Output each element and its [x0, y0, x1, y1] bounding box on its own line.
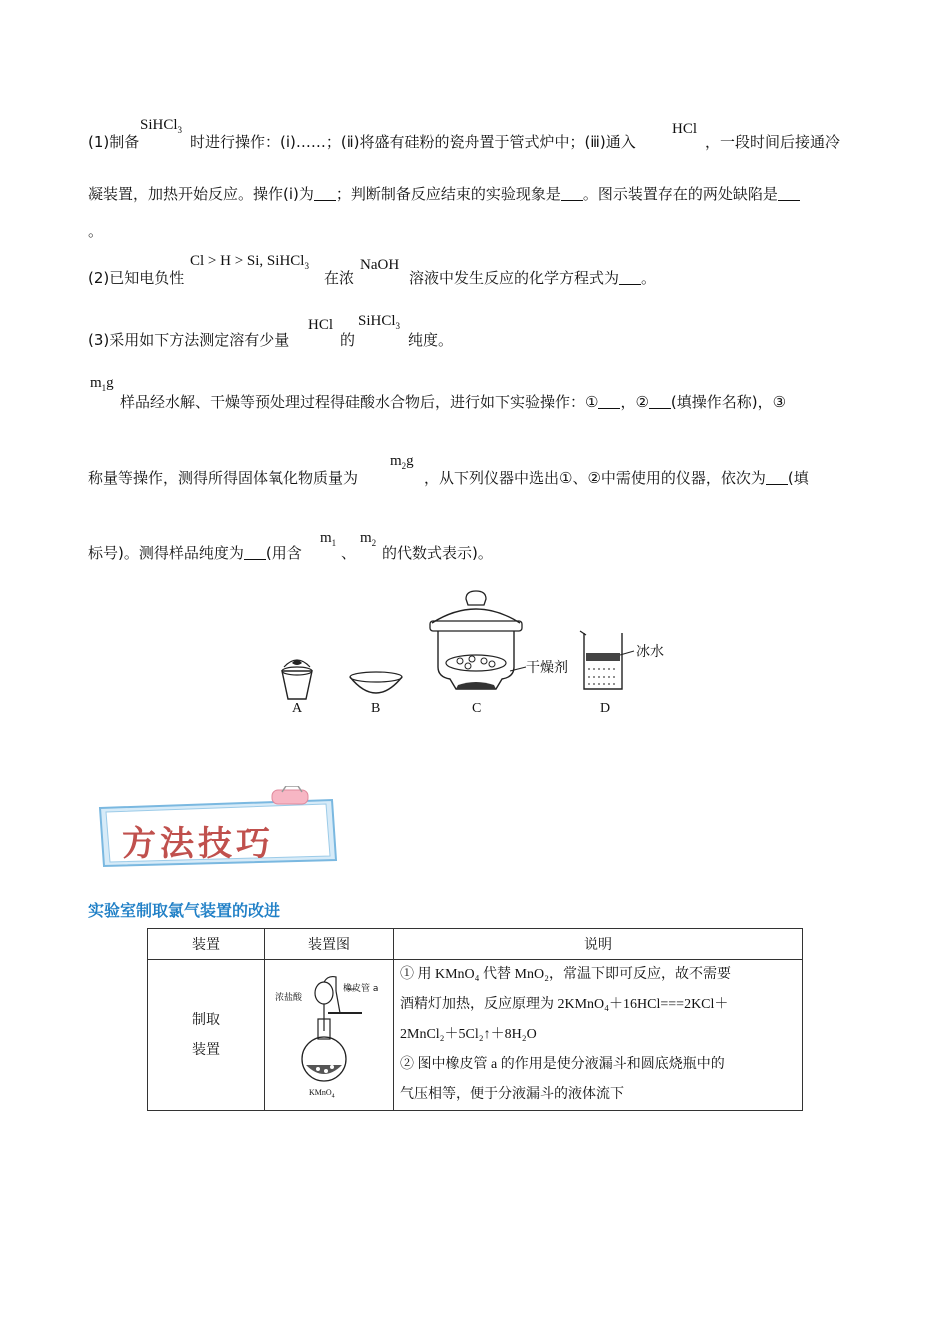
q3-formula-sihcl3: SiHCl$_3$: [358, 313, 401, 331]
description-cell: [394, 960, 803, 1111]
q2-text-4: 。: [641, 269, 657, 287]
q3-line: [88, 329, 289, 350]
section-title: 实验室制取氯气装置的改进: [88, 901, 281, 920]
row-label-line-2: 装置: [192, 1042, 220, 1058]
label-rubber-tube: 橡皮管 a: [343, 984, 379, 994]
q3b-line3-a: 标号)。测得样品纯度为: [88, 544, 244, 562]
q1-line3-text: 。: [88, 222, 104, 240]
answer-blank[interactable]: [561, 186, 583, 201]
header-device: 装置: [148, 929, 265, 960]
q2-text-2: 在浓: [324, 269, 355, 287]
q3b-line2: [88, 467, 358, 488]
header-description: 说明: [394, 929, 803, 960]
description-line: 气压相等，便于分液漏斗的液体流下: [400, 1087, 624, 1102]
answer-blank[interactable]: [766, 470, 788, 485]
table-row: [148, 960, 803, 1111]
q3-text-1: (3)采用如下方法测定溶有少量: [88, 331, 290, 349]
banner-title: 方法技巧: [122, 824, 274, 864]
diagram-cell: [265, 960, 394, 1111]
description-line: ① 用 KMnO₄ 代替 MnO₂，常温下即可反应，故不需要: [400, 967, 731, 982]
label-kmno4: KMnO$_4$: [309, 1088, 335, 1100]
q3b-line2-a: 称量等操作，测得所得固体氧化物质量为: [88, 469, 359, 487]
q3-text-3: 纯度。: [408, 331, 454, 349]
q3b-text-2: ，②: [620, 393, 649, 411]
q1-line3: [88, 220, 103, 241]
q1-line1-cont: [190, 131, 636, 152]
q3b-line2-cont: [424, 467, 809, 488]
q3b-text-1: 样品经水解、干燥等预处理过程得硅酸水合物后，进行如下实验操作：①: [120, 393, 599, 411]
answer-blank[interactable]: [244, 545, 266, 560]
desiccator-icon: [430, 591, 526, 689]
beaker-icon: [580, 631, 634, 689]
q3-line-cont: [340, 329, 355, 350]
description-line: 2MnCl₂＋5Cl₂↑＋8H₂O: [400, 1027, 537, 1042]
description-line: 酒精灯加热，反应原理为 2KMnO₄＋16HCl===2KCl＋: [400, 997, 729, 1012]
q1-line2-b: ；判断制备反应结束的实验现象是: [335, 185, 561, 203]
q1-text-2: 时进行操作：(ⅰ)……；(ⅱ)将盛有硅粉的瓷舟置于管式炉中；(ⅲ)通入: [190, 133, 636, 151]
row-label-cell: [148, 960, 265, 1111]
label-conc-hcl: 浓盐酸: [275, 993, 303, 1003]
answer-blank[interactable]: [314, 186, 336, 201]
description-line: ② 图中橡皮管 a 的作用是使分液漏斗和圆底烧瓶中的: [400, 1057, 725, 1072]
q2-formula-naoh: NaOH: [360, 257, 400, 273]
q3b-line2-c: (填: [787, 469, 809, 487]
q3b-text-3: (填操作名称)，③: [670, 393, 787, 411]
q3b-line2-b: ，从下列仪器中选出①、②中需使用的仪器，依次为: [424, 469, 766, 487]
q3b-m1g: $m_1g$: [90, 375, 114, 393]
q1-line1-end: [705, 131, 840, 152]
crucible-icon: [282, 660, 312, 699]
q1-line1: [88, 131, 139, 152]
q1-line2-a: 凝装置，加热开始反应。操作(ⅰ)为: [88, 185, 314, 203]
q1-line2-c: 。图示装置存在的两处缺陷是: [582, 185, 778, 203]
q3b-line3-sep: [341, 542, 356, 563]
evaporating-dish-icon: [350, 672, 402, 693]
q2-line-cont: [324, 267, 354, 288]
q2-text-3: 溶液中发生反应的化学方程式为: [409, 269, 620, 287]
apparatus-figure: [270, 585, 690, 725]
q1-formula-sihcl3: SiHCl$_3$: [140, 117, 183, 135]
answer-blank[interactable]: [649, 394, 671, 409]
q3-line-end: [408, 329, 453, 350]
q1-formula-hcl: HCl: [672, 121, 698, 137]
label-B: B: [371, 701, 381, 716]
answer-blank[interactable]: [598, 394, 620, 409]
label-C: C: [472, 701, 482, 716]
table-header-row: [148, 929, 803, 960]
q2-line-end: [409, 267, 656, 288]
q2-line: [88, 267, 184, 288]
ice-water-label: 冰水: [636, 644, 664, 660]
paper-clip-icon: [272, 786, 308, 804]
q2-text-1: (2)已知电负性: [88, 269, 185, 287]
q3b-line3-end: [382, 542, 493, 563]
q3b-line1: [120, 391, 786, 412]
q3-text-2: 的: [340, 331, 356, 349]
q1-text-3: ，一段时间后接通冷: [705, 133, 841, 151]
desiccant-label: 干燥剂: [526, 660, 568, 676]
q3b-line3: [88, 542, 302, 563]
improvement-table: [147, 928, 803, 1111]
q3b-line3-c: 、: [341, 544, 357, 562]
q1-text-1: (1)制备: [88, 133, 140, 151]
row-label-line-1: 制取: [192, 1012, 220, 1028]
method-banner: [96, 786, 340, 870]
q3b-m1: $m_1$: [320, 530, 337, 548]
label-A: A: [292, 701, 303, 716]
q3b-line3-d: 的代数式表示)。: [382, 544, 493, 562]
q1-line2: [88, 183, 800, 204]
label-D: D: [600, 701, 611, 716]
q3-formula-hcl: HCl: [308, 317, 334, 333]
answer-blank[interactable]: [619, 270, 641, 285]
q3b-m2: $m_2$: [360, 530, 377, 548]
q2-formula-electronegativity: Cl > H > Si, SiHCl$_3$: [190, 253, 309, 271]
q3b-m2g: $m_2g$: [390, 453, 414, 471]
answer-blank[interactable]: [778, 186, 800, 201]
header-diagram: 装置图: [265, 929, 394, 960]
q3b-line3-b: (用含: [265, 544, 302, 562]
